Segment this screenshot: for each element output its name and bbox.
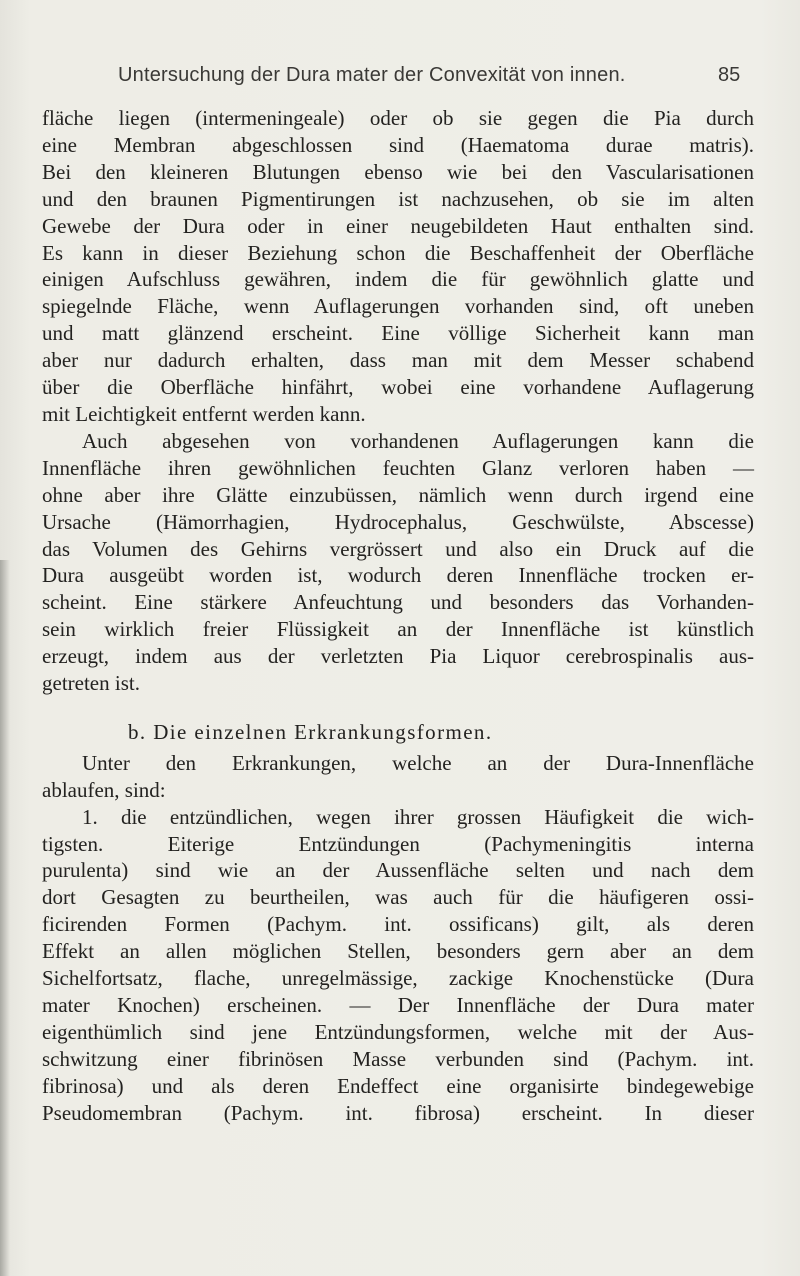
running-title: Untersuchung der Dura mater der Convexität von innen.	[118, 64, 626, 86]
text-line: tigsten. Eiterige Entzündungen (Pachymeningitis interna	[42, 831, 754, 856]
section-heading: b. Die einzelnen Erkrankungsformen.	[128, 719, 493, 744]
text-line: aber nur dadurch erhalten, dass man mit dem Messer schabend	[42, 348, 754, 373]
text-line: eine Membran abgeschlossen sind (Haematoma durae matris).	[42, 132, 754, 157]
text-line: fibrinosa) und als deren Endeffect eine organisirte bindegewebige	[42, 1073, 754, 1098]
text-line: Dura ausgeübt worden ist, wodurch deren Innenfläche trocken er-	[42, 563, 754, 588]
text-line: sein wirklich freier Flüssigkeit an der Innenfläche ist künstlich	[42, 617, 754, 642]
text-line: eigenthümlich sind jene Entzündungsformen, welche mit der Aus-	[42, 1019, 754, 1044]
text-line: Ursache (Hämorrhagien, Hydrocephalus, Geschwülste, Abscesse)	[42, 509, 754, 534]
page-edge-shadow	[0, 560, 10, 1276]
text-line: Auch abgesehen von vorhandenen Auflagerungen kann die	[82, 428, 754, 453]
text-line: getreten ist.	[42, 671, 140, 696]
text-line: schwitzung einer fibrinösen Masse verbunden sind (Pachym. int.	[42, 1046, 754, 1071]
text-line: einigen Aufschluss gewähren, indem die für gewöhnlich glatte und	[42, 267, 754, 292]
text-line: und matt glänzend erscheint. Eine völlige Sicherheit kann man	[42, 321, 754, 346]
text-line: Bei den kleineren Blutungen ebenso wie bei den Vascularisationen	[42, 159, 754, 184]
text-line: Unter den Erkrankungen, welche an der Dura-Innenfläche	[82, 750, 754, 775]
text-line: dort Gesagten zu beurtheilen, was auch für die häufigeren ossi-	[42, 885, 754, 910]
text-line: fläche liegen (intermeningeale) oder ob sie gegen die Pia durch	[42, 106, 754, 130]
text-line: ohne aber ihre Glätte einzubüssen, nämlich wenn durch irgend eine	[42, 482, 754, 507]
text-line: und den braunen Pigmentirungen ist nachzusehen, ob sie im alten	[42, 186, 754, 211]
text-line: Innenfläche ihren gewöhnlichen feuchten Glanz verloren haben —	[42, 455, 754, 480]
text-line: purulenta) sind wie an der Aussenfläche selten und nach dem	[42, 858, 754, 883]
text-line: ficirenden Formen (Pachym. int. ossificans) gilt, als deren	[42, 912, 754, 937]
text-line: 1. die entzündlichen, wegen ihrer grossen Häufigkeit die wich-	[82, 804, 754, 829]
text-line: Sichelfortsatz, flache, unregelmässige, zackige Knochenstücke (Dura	[42, 966, 754, 991]
text-line: mater Knochen) erscheinen. — Der Innenfläche der Dura mater	[42, 993, 754, 1017]
text-line: ablaufen, sind:	[42, 777, 166, 802]
text-line: das Volumen des Gehirns vergrössert und also ein Druck auf die	[42, 536, 754, 561]
text-line: scheint. Eine stärkere Anfeuchtung und besonders das Vorhanden-	[42, 590, 754, 615]
text-line: Gewebe der Dura oder in einer neugebildeten Haut enthalten sind.	[42, 213, 754, 238]
page-number: 85	[718, 64, 741, 86]
text-line: erzeugt, indem aus der verletzten Pia Liquor cerebrospinalis aus-	[42, 644, 754, 669]
text-line: mit Leichtigkeit entfernt werden kann.	[42, 401, 366, 426]
text-line: Pseudomembran (Pachym. int. fibrosa) erscheint. In dieser	[42, 1100, 754, 1125]
text-line: über die Oberfläche hinfährt, wobei eine vorhandene Auflagerung	[42, 375, 754, 400]
text-line: Es kann in dieser Beziehung schon die Beschaffenheit der Oberfläche	[42, 240, 754, 265]
body-text	[42, 105, 754, 1127]
text-line: spiegelnde Fläche, wenn Auflagerungen vorhanden sind, oft uneben	[42, 294, 754, 319]
text-line: Effekt an allen möglichen Stellen, besonders gern aber an dem	[42, 939, 754, 964]
